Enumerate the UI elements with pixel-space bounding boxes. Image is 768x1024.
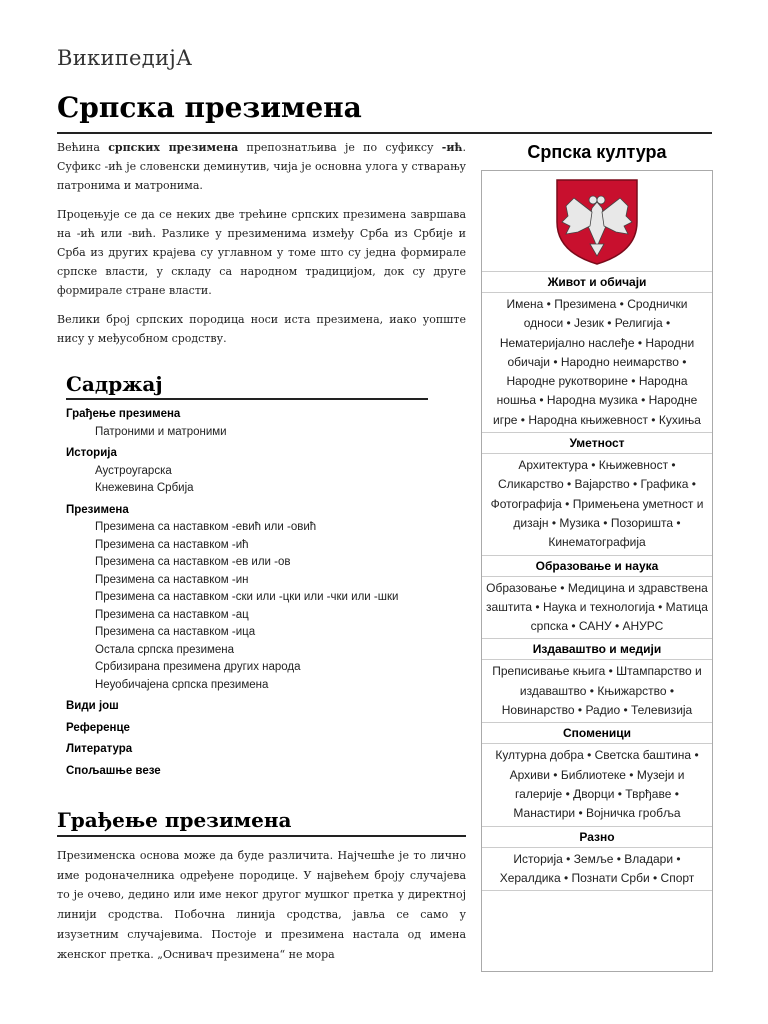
- infobox-link[interactable]: Народна музика: [546, 393, 638, 408]
- infobox-link[interactable]: Кинематографија: [548, 535, 646, 550]
- infobox-link[interactable]: Народне рукотворине: [506, 374, 628, 389]
- page-title: Српска презимена: [57, 88, 712, 134]
- infobox-link[interactable]: Графика: [640, 477, 689, 492]
- infobox-title: Српска култура: [527, 142, 667, 162]
- infobox-group-header: Образовање и наука: [482, 556, 712, 577]
- infobox-link[interactable]: Наука и технологија: [542, 599, 655, 614]
- toc-subsection-link[interactable]: Презимена са наставком -ски или -цки или -чки или -шки: [95, 591, 399, 603]
- infobox-link[interactable]: Војничка гробља: [585, 806, 681, 821]
- infobox: [481, 170, 713, 972]
- toc-subsection-link[interactable]: Србизирана презимена других народа: [95, 661, 301, 673]
- infobox-link[interactable]: Нематеријално наслеђе: [499, 335, 635, 350]
- infobox-link[interactable]: Новинарство: [501, 703, 575, 718]
- infobox-link[interactable]: Историја: [513, 851, 563, 866]
- intro-paragraph-2: Процењује се да се неких две трећине српских презимена завршава на -ић или -вић. Разлике у презименима између Срба из Србије и Срба из других крајева су углавном у томе што су једна формирале српске власти, у складу са народном традицијом, док су друге формирале стране власти.: [57, 208, 466, 297]
- toc-subsection-link[interactable]: Презимена са наставком -ица: [95, 626, 256, 638]
- intro-text: [57, 138, 466, 358]
- section-text: Презименска основа може да буде различита. Најчешће је то лично име родоначелника одређене породице. У највећем броју случајева то је очево, дедино или име неког другог мушког претка у директној линији сродства. Побочна линија сродства, јавља се само у изузетним случајевима. Постоје и презимена настала од имена женског претка. „Оснивач презимена“ не мора: [57, 849, 466, 961]
- infobox-group-links: Преписивање књига • Штампарство и издаваштво • Књижарство • Новинарство • Радио • Телевизија: [482, 660, 712, 723]
- section-heading: Грађење презимена: [57, 808, 466, 837]
- intro-suffix: -ић: [441, 141, 463, 154]
- infobox-link[interactable]: Позоришта: [610, 515, 674, 530]
- infobox-link[interactable]: Народна књижевност: [528, 412, 648, 427]
- infobox-link[interactable]: Народни обичаји: [507, 335, 695, 369]
- infobox-group-links: Архитектура • Књижевност • Сликарство • Вајарство • Графика • Фотографија • Примењена уметност и дизајн • Музика • Позоришта • Кинематографија: [482, 454, 712, 555]
- toc-subsection-link[interactable]: Презимена са наставком -ев или -ов: [95, 556, 291, 568]
- infobox-link[interactable]: Музика: [559, 515, 600, 530]
- infobox-link[interactable]: Презимена: [554, 297, 617, 311]
- toc-section-link[interactable]: Види још: [66, 700, 119, 712]
- toc-subsection-link[interactable]: Патроними и матроними: [95, 425, 227, 438]
- infobox-link[interactable]: Медицина и здравствена заштита: [486, 580, 708, 614]
- infobox-link[interactable]: Светска баштина: [594, 748, 692, 763]
- toc-title: Садржај: [66, 372, 428, 400]
- infobox-link[interactable]: Музеји и галерије: [515, 767, 685, 801]
- infobox-link[interactable]: Манастири: [513, 806, 576, 821]
- infobox-link[interactable]: Владари: [624, 851, 674, 866]
- infobox-link[interactable]: Културна добра: [495, 748, 584, 763]
- infobox-link[interactable]: Кухиња: [658, 412, 701, 427]
- infobox-link[interactable]: Религија: [614, 316, 663, 331]
- infobox-link[interactable]: АНУРС: [622, 619, 664, 634]
- infobox-link[interactable]: Познати Срби: [571, 870, 650, 885]
- intro-p1-pre: Већина: [57, 141, 109, 154]
- infobox-link[interactable]: Народне игре: [493, 393, 698, 427]
- infobox-link[interactable]: Сроднички односи: [523, 297, 688, 331]
- toc-section-link[interactable]: Презимена: [66, 503, 129, 516]
- toc-section-link[interactable]: Историја: [66, 447, 117, 459]
- infobox-link[interactable]: Телевизија: [631, 703, 693, 718]
- infobox-link[interactable]: Матица српска: [530, 599, 708, 634]
- toc-subsection-link[interactable]: Презимена са наставком -ић: [95, 538, 249, 551]
- infobox-link[interactable]: Вајарство: [574, 477, 630, 492]
- infobox-link[interactable]: Тврђаве: [625, 786, 672, 801]
- toc-subsection-link[interactable]: Остала српска презимена: [95, 643, 235, 656]
- infobox-group-header: Уметност: [482, 433, 712, 454]
- toc-subsection-link[interactable]: Презимена са наставком -евић или -овић: [95, 521, 317, 533]
- infobox-group-links: Образовање • Медицина и здравствена заштита • Наука и технологија • Матица српска • САНУ • АНУРС: [482, 577, 712, 640]
- infobox-link[interactable]: Библиотеке: [560, 767, 626, 782]
- infobox-group-links: Историја • Земље • Владари • Хералдика • Познати Срби • Спорт: [482, 848, 712, 892]
- table-of-contents: [66, 372, 428, 780]
- infobox-group-header: Разно: [482, 827, 712, 848]
- infobox-link[interactable]: Образовање: [486, 580, 557, 595]
- intro-bold-term: српских презимена: [108, 141, 239, 154]
- infobox-group-links: Културна добра • Светска баштина • Архиви • Библиотеке • Музеји и галерије • Дворци • Тврђаве • Манастири • Војничка гробља: [482, 744, 712, 826]
- infobox-group-header: Споменици: [482, 723, 712, 744]
- infobox-link[interactable]: Примењена уметност и дизајн: [513, 496, 704, 530]
- infobox-link[interactable]: Књижарство: [597, 683, 667, 698]
- infobox-link[interactable]: Архитектура: [518, 458, 588, 473]
- infobox-link[interactable]: Народно неимарство: [560, 354, 679, 369]
- infobox-groups: [482, 272, 712, 891]
- infobox-link[interactable]: Имена: [506, 297, 544, 311]
- infobox-link[interactable]: Књижевност: [598, 458, 669, 473]
- infobox-link[interactable]: Преписивање књига: [492, 664, 606, 679]
- infobox-group-header: Издаваштво и медији: [482, 639, 712, 660]
- infobox-link[interactable]: Хералдика: [499, 870, 561, 885]
- infobox-link[interactable]: Земље: [573, 851, 614, 866]
- serbian-eagle-coat-of-arms-icon[interactable]: [552, 176, 642, 266]
- infobox-link[interactable]: Народна ношња: [496, 374, 688, 408]
- intro-paragraph-3: Велики број српских породица носи иста презимена, иако уопште нису у међусобном сродству.: [57, 313, 466, 345]
- toc-section-link[interactable]: Грађење презимена: [66, 408, 181, 420]
- wikipedia-wordmark[interactable]: ВикипедијА: [57, 46, 193, 70]
- intro-p1-mid: препознатљива је по суфиксу: [238, 141, 442, 154]
- infobox-group-links: Имена • Презимена • Сроднички односи • Језик • Религија • Нематеријално наслеђе • Народни обичаји • Народно неимарство • Народне рукотворине • Народна ношња • Народна музика • Народне игре • Народна књижевност • Кухиња: [482, 293, 712, 433]
- infobox-link[interactable]: Радио: [585, 703, 621, 718]
- toc-subsection-link[interactable]: Кнежевина Србија: [95, 482, 194, 494]
- toc-list: [66, 406, 428, 780]
- infobox-link[interactable]: Сликарство: [498, 477, 564, 492]
- infobox-link[interactable]: САНУ: [578, 619, 612, 634]
- toc-section-link[interactable]: Литература: [66, 743, 133, 755]
- intro-paragraph-1: [57, 138, 466, 195]
- toc-section-link[interactable]: Референце: [66, 721, 130, 734]
- toc-section-link[interactable]: Спољашње везе: [66, 764, 161, 777]
- toc-subsection-link[interactable]: Неуобичајена српска презимена: [95, 678, 269, 691]
- infobox-link[interactable]: Архиви: [509, 767, 550, 782]
- infobox-group-header: Живот и обичаји: [482, 272, 712, 293]
- infobox-link[interactable]: Фотографија: [490, 496, 562, 511]
- infobox-link[interactable]: Штампарство и издаваштво: [519, 664, 702, 698]
- infobox-link[interactable]: Дворци: [573, 786, 615, 801]
- infobox-image: [482, 171, 712, 272]
- intro-p1-post: . Суфикс -ић је словенски деминутив, чија је основна улога у стварању патронима и матронима.: [57, 141, 466, 192]
- toc-subsection-link[interactable]: Презимена са наставком -ин: [95, 573, 249, 586]
- infobox-link[interactable]: Спорт: [660, 870, 695, 885]
- infobox-link[interactable]: Језик: [574, 316, 604, 331]
- toc-subsection-link[interactable]: Аустроугарска: [95, 464, 172, 477]
- toc-subsection-link[interactable]: Презимена са наставком -ац: [95, 608, 249, 621]
